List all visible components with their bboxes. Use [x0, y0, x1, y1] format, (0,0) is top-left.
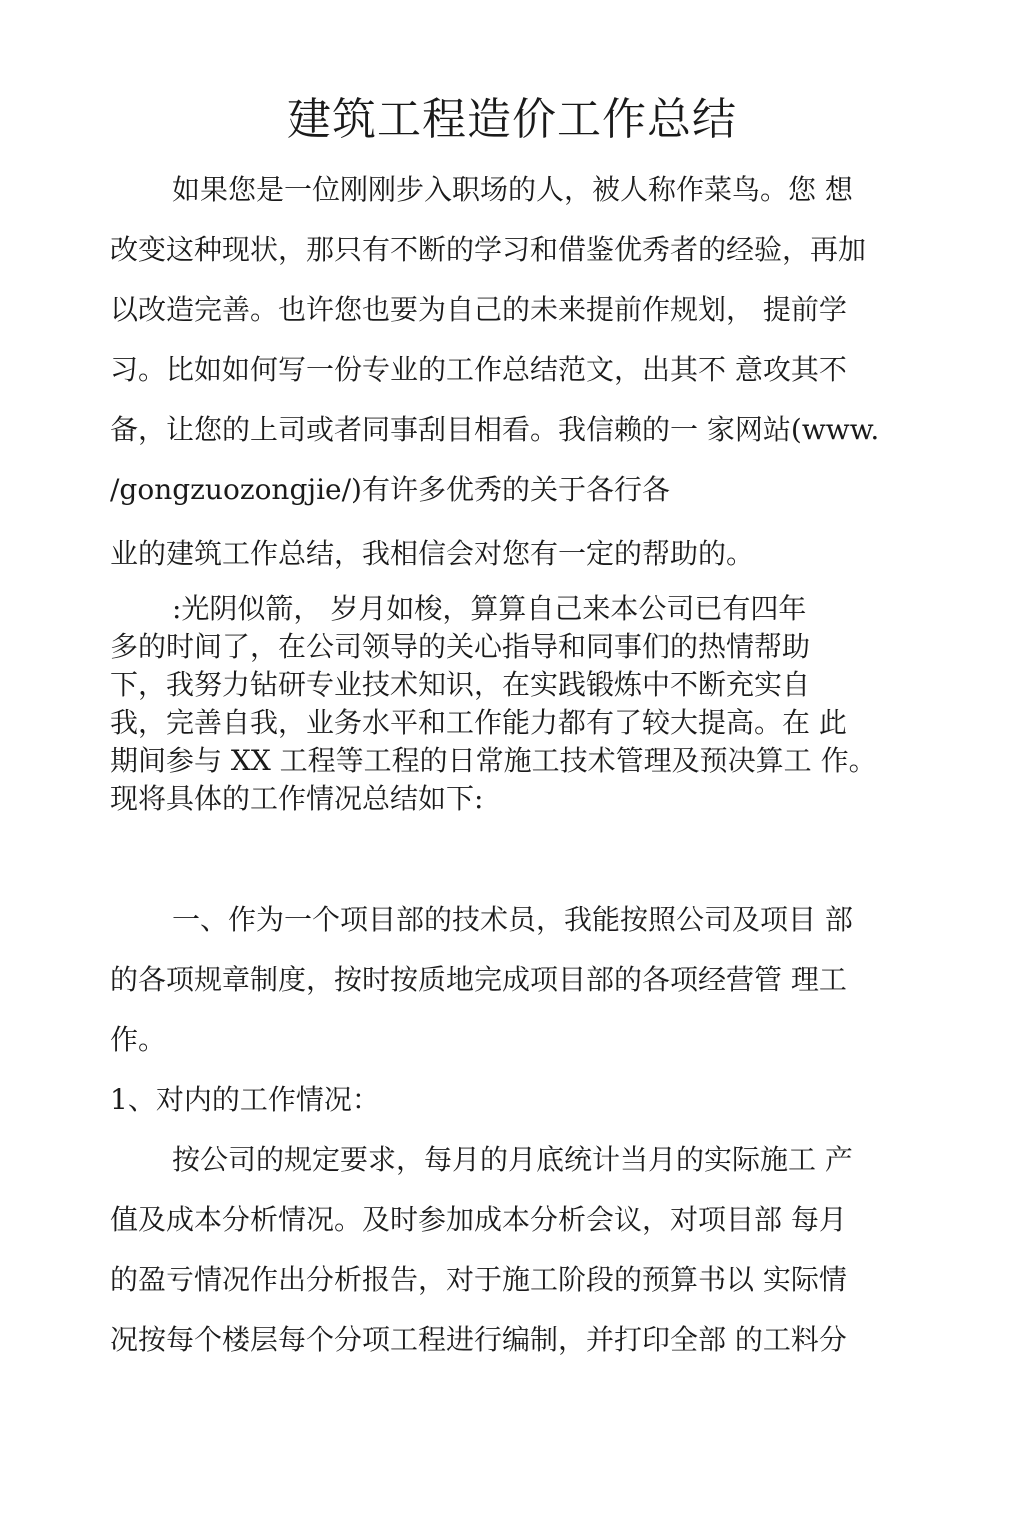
paragraph-line: 如果您是一位刚刚步入职场的人，被人称作菜鸟。您 想	[172, 173, 853, 206]
paragraph-line: 习。比如如何写一份专业的工作总结范文，出其不 意攻其不	[110, 353, 847, 386]
paragraph-line: 我，完善自我，业务水平和工作能力都有了较大提高。在 此	[110, 706, 847, 739]
paragraph-line: 多的时间了，在公司领导的关心指导和同事们的热情帮助	[110, 630, 811, 663]
paragraph-line: 期间参与 XX 工程等工程的日常施工技术管理及预决算工 作。	[110, 744, 877, 777]
paragraph-line: 业的建筑工作总结，我相信会对您有一定的帮助的。	[110, 537, 755, 570]
paragraph-line: /gongzuozongjie/)有许多优秀的关于各行各	[110, 473, 670, 506]
paragraph-line: 改变这种现状，那只有不断的学习和借鉴优秀者的经验，再加	[110, 233, 867, 266]
paragraph-line: 现将具体的工作情况总结如下:	[110, 782, 484, 815]
paragraph-line: 备，让您的上司或者同事刮目相看。我信赖的一 家网站(www.	[110, 413, 880, 446]
paragraph-line: 以改造完善。也许您也要为自己的未来提前作规划， 提前学	[110, 293, 847, 326]
paragraph-line: 的盈亏情况作出分析报告，对于施工阶段的预算书以 实际情	[110, 1263, 847, 1296]
document-title: 建筑工程造价工作总结	[287, 94, 737, 145]
paragraph-line: :光阴似箭， 岁月如梭，算算自己来本公司已有四年	[172, 592, 807, 625]
paragraph-line: 况按每个楼层每个分项工程进行编制，并打印全部 的工料分	[110, 1323, 847, 1356]
paragraph-line: 的各项规章制度，按时按质地完成项目部的各项经营管 理工	[110, 963, 847, 996]
paragraph-line: 作。	[110, 1023, 167, 1056]
paragraph-line: 按公司的规定要求，每月的月底统计当月的实际施工 产	[172, 1143, 853, 1176]
section-heading-line: 一、作为一个项目部的技术员，我能按照公司及项目 部	[172, 903, 853, 936]
subheading: 1、对内的工作情况：	[110, 1083, 380, 1116]
paragraph-line: 下，我努力钻研专业技术知识，在实践锻炼中不断充实自	[110, 668, 811, 701]
paragraph-line: 值及成本分析情况。及时参加成本分析会议，对项目部 每月	[110, 1203, 847, 1236]
